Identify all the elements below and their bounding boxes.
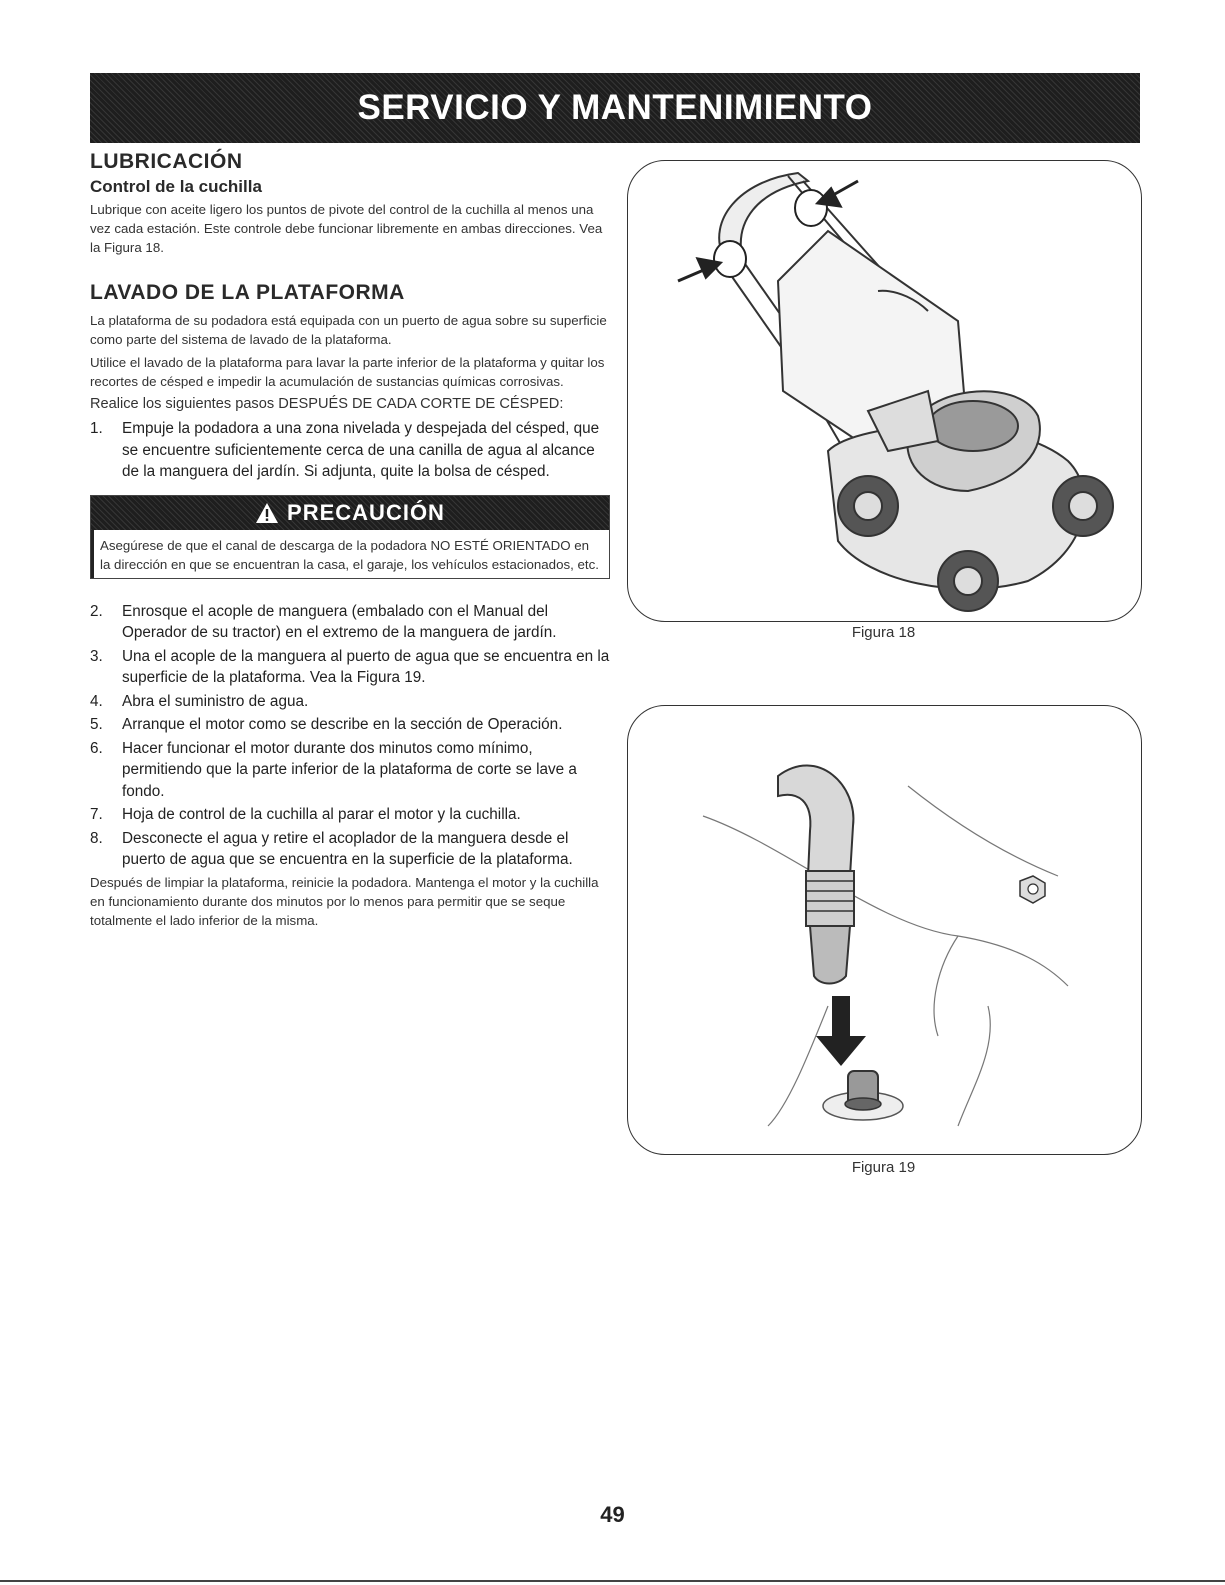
step-number: 1. xyxy=(90,420,103,437)
step-text: Desconecte el agua y retire el acoplador de la manguera desde el puerto de agua que se encuentra en la superficie de la plataforma. xyxy=(122,829,573,868)
step-text: Empuje la podadora a una zona nivelada y despejada del césped, que se encuentre suficientemente cerca de una canilla de agua al alcance de la manguera del jardín. Si adjunta, quite la bolsa de césped. xyxy=(122,420,600,480)
hose-coupler-illustration xyxy=(628,706,1141,1154)
step-text: Hoja de control de la cuchilla al parar el motor y la cuchilla. xyxy=(122,806,521,823)
list-item xyxy=(90,691,610,713)
lubrication-heading: LUBRICACIÓN xyxy=(90,150,243,173)
figure-19-caption: Figura 19 xyxy=(851,1159,916,1176)
figure-18-frame xyxy=(627,160,1142,622)
deck-wash-para-3: Realice los siguientes pasos DESPUÉS DE CADA CORTE DE CÉSPED: xyxy=(90,396,564,412)
steps-list-b xyxy=(90,601,610,871)
bottom-rule xyxy=(0,1580,1225,1582)
steps-list-a xyxy=(90,418,610,483)
step-number: 2. xyxy=(90,602,103,620)
caution-header xyxy=(91,496,609,530)
deck-wash-para-1: La plataforma de su podadora está equipada con un puerto de agua sobre su superficie como parte del sistema de lavado de la plataforma. xyxy=(90,313,607,347)
step-number: 7. xyxy=(90,806,103,823)
lubrication-body: Lubrique con aceite ligero los puntos de pivote del control de la cuchilla al menos una vez cada estación. Este controle debe funcionar libremente en ambas direcciones. Vea la Figura 18. xyxy=(90,202,603,255)
deck-wash-para-2: Utilice el lavado de la plataforma para lavar la parte inferior de la plataforma y quitar los recortes de césped e impedir la acumulación de sustancias químicas corrosivas. xyxy=(90,355,605,389)
list-item xyxy=(90,601,610,644)
list-item xyxy=(90,804,610,826)
section-title: SERVICIO Y MANTENIMIENTO xyxy=(357,88,873,127)
blade-control-subheading: Control de la cuchilla xyxy=(90,177,262,196)
caution-title: PRECAUCIÓN xyxy=(287,499,445,525)
step-number: 4. xyxy=(90,692,103,710)
list-item xyxy=(90,738,610,803)
step-text: Hacer funcionar el motor durante dos minutos como mínimo, permitiendo que la parte inferior de la plataforma de corte se lave a fondo. xyxy=(122,739,577,800)
deck-wash-heading: LAVADO DE LA PLATAFORMA xyxy=(90,281,405,304)
step-text: Una el acople de la manguera al puerto de agua que se encuentra en la superficie de la plataforma. Vea la Figura 19. xyxy=(122,647,610,686)
page-number: 49 xyxy=(600,1502,625,1527)
step-number: 3. xyxy=(90,647,103,665)
step-number: 5. xyxy=(90,716,103,733)
list-item xyxy=(90,714,610,736)
step-number: 6. xyxy=(90,739,103,757)
left-column xyxy=(90,150,610,934)
step-text: Arranque el motor como se describe en la sección de Operación. xyxy=(122,716,563,733)
list-item xyxy=(90,418,610,483)
list-item xyxy=(90,646,610,689)
warning-triangle-icon xyxy=(255,502,279,524)
step-text: Abra el suministro de agua. xyxy=(122,692,309,710)
section-banner xyxy=(90,73,1140,143)
step-text: Enrosque el acople de manguera (embalado con el Manual del Operador de su tractor) en el extremo de la manguera de jardín. xyxy=(122,602,557,641)
figure-19-frame xyxy=(627,705,1142,1155)
lawn-mower-illustration xyxy=(628,161,1141,621)
step-number: 8. xyxy=(90,829,103,847)
list-item xyxy=(90,828,610,871)
figure-18-caption: Figura 18 xyxy=(851,624,916,641)
deck-wash-closing: Después de limpiar la plataforma, reinicie la podadora. Mantenga el motor y la cuchilla en funcionamiento durante dos minutos por lo menos para permitir que se seque totalmente el lado inferior de la misma. xyxy=(90,874,599,928)
caution-text: Asegúrese de que el canal de descarga de la podadora NO ESTÉ ORIENTADO en la dirección en que se encuentran la casa, el garaje, los vehículos estacionados, etc. xyxy=(91,530,609,578)
caution-box xyxy=(90,495,610,579)
